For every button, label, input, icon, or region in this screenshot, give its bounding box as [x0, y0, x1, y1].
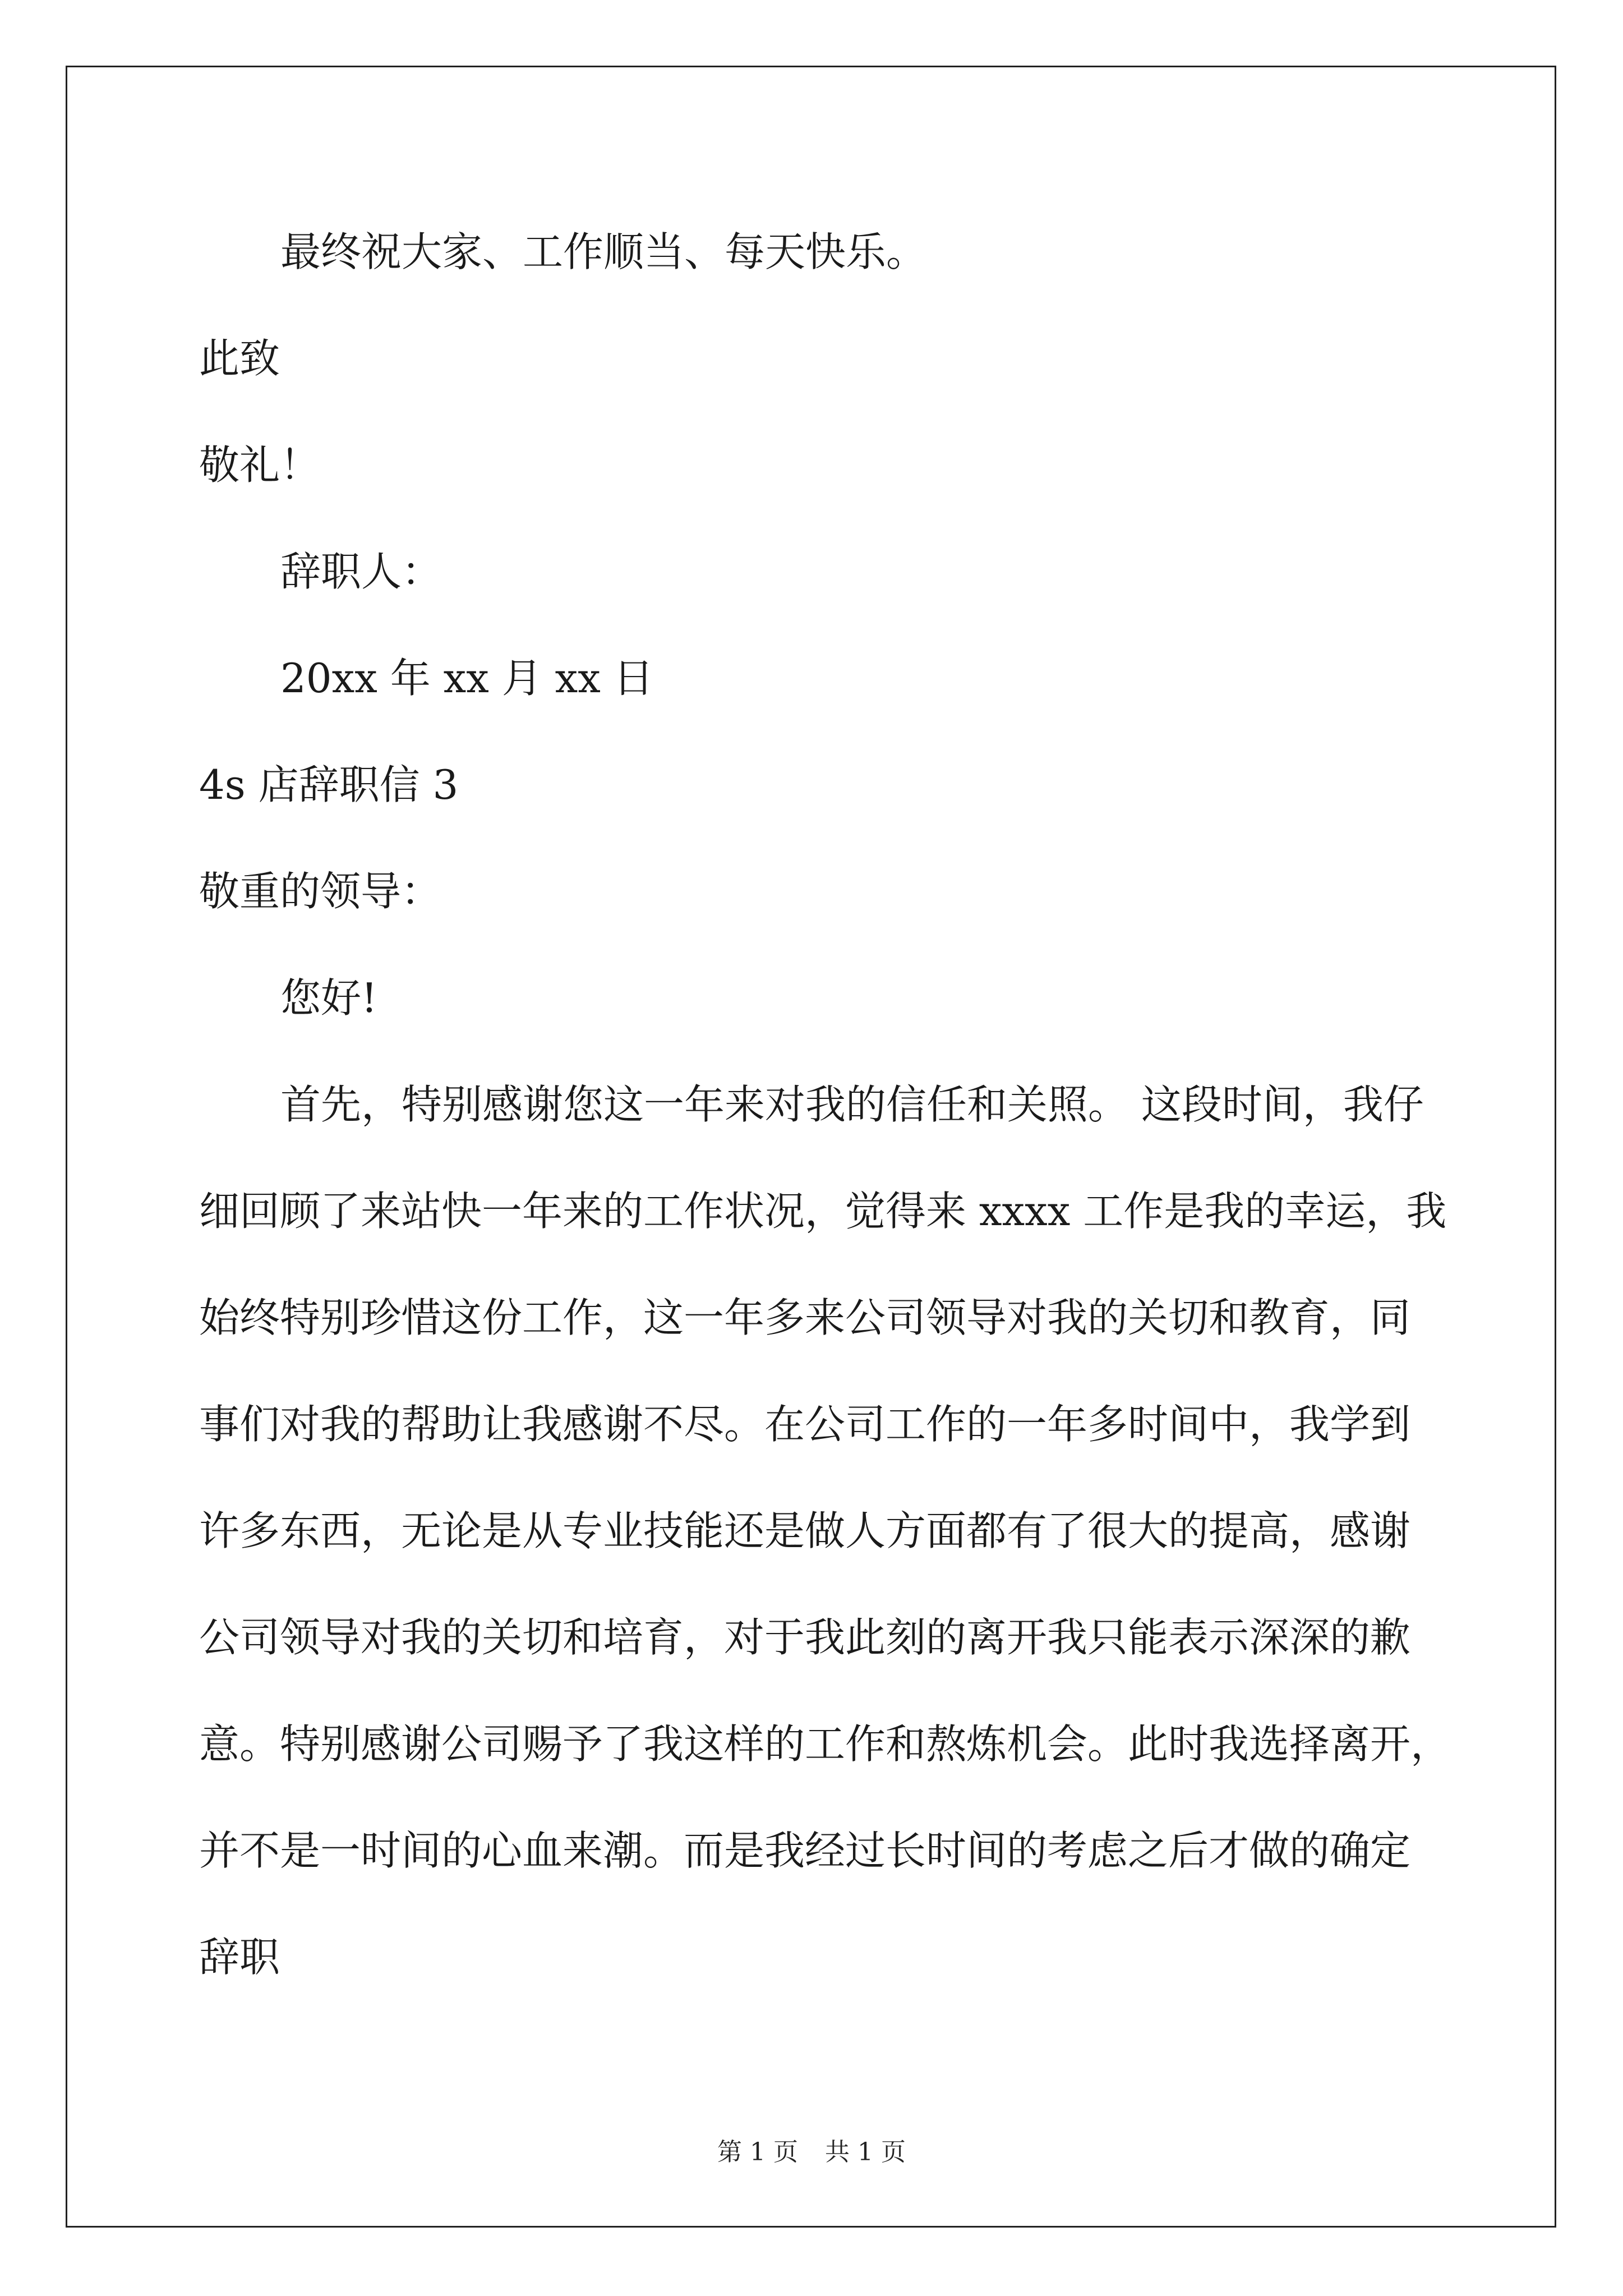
closing-wish: 最终祝大家、工作顺当、每天快乐。 — [280, 228, 927, 275]
letter-title: 4s 店辞职信 3 — [199, 761, 459, 808]
body-line-4: 事们对我的帮助让我感谢不尽。在公司工作的一年多时间中，我学到 — [199, 1401, 1411, 1448]
page-number-total: 共 1 页 — [825, 2138, 906, 2166]
date-line: 20xx 年 xx 月 xx 日 — [280, 655, 654, 702]
salutation-ci-zhi: 此致 — [199, 335, 280, 382]
salutation-jing-li: 敬礼！ — [199, 441, 321, 489]
body-line-7: 意。特别感谢公司赐予了我这样的工作和熬炼机会。此时我选择离开， — [199, 1720, 1451, 1768]
body-line-5: 许多东西，无论是从专业技能还是做人方面都有了很大的提高，感谢 — [199, 1507, 1411, 1554]
body-line-9: 辞职 — [199, 1934, 280, 1981]
body-line-1: 首先，特别感谢您这一年来对我的信任和关照。 这段时间，我仔 — [280, 1081, 1424, 1128]
signer-label: 辞职人： — [280, 548, 442, 595]
greeting: 您好! — [280, 974, 377, 1022]
body-line-3: 始终特别珍惜这份工作，这一年多来公司领导对我的关切和教育，同 — [199, 1294, 1411, 1341]
page-footer — [0, 2132, 1623, 2168]
body-line-2: 细回顾了来站快一年来的工作状况，觉得来 xxxx 工作是我的幸运，我 — [199, 1188, 1447, 1235]
body-line-6: 公司领导对我的关切和培育，对于我此刻的离开我只能表示深深的歉 — [199, 1614, 1411, 1661]
page-border — [66, 66, 1556, 2228]
page-number-current: 第 1 页 — [717, 2138, 798, 2166]
letter-addressee: 敬重的领导： — [199, 868, 442, 915]
body-line-8: 并不是一时间的心血来潮。而是我经过长时间的考虑之后才做的确定 — [199, 1827, 1411, 1874]
